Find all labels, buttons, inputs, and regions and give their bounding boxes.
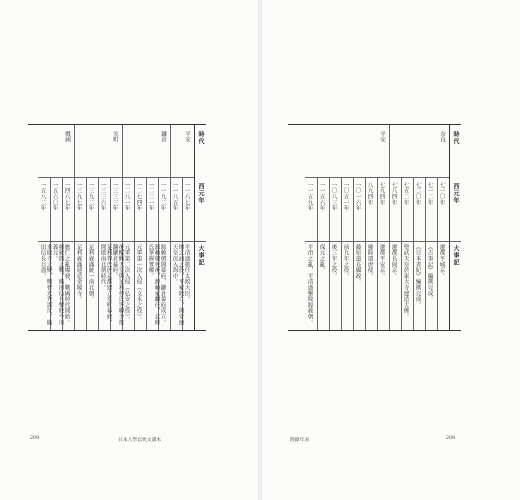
row-divider	[341, 177, 342, 330]
event-cell: 壇之浦之役，平家敗亡，與安德天皇沉入海中。	[171, 244, 184, 326]
period-name: 戰國	[64, 131, 70, 143]
row-divider	[425, 177, 426, 330]
row-divider	[86, 177, 87, 330]
event-cell: 足利尊氏於京都建立室町幕府，開啟南北朝時代。	[99, 244, 112, 326]
row-divider	[134, 177, 135, 330]
year-cell: 七九四年	[378, 182, 385, 206]
period-name: 奈良	[439, 131, 445, 143]
header-year: 西元年	[197, 183, 204, 205]
table-divider	[194, 125, 195, 330]
page-number-left: 209	[30, 436, 40, 441]
header-period: 時代	[452, 131, 459, 146]
header-period: 時代	[197, 131, 204, 146]
event-cell: 元軍第二次入侵（弘安之役）。	[123, 244, 130, 323]
row-divider	[437, 177, 438, 330]
row-divider	[377, 177, 378, 330]
year-cell: 一二二一年	[147, 182, 154, 211]
event-cell: 遷都平安京。	[378, 244, 385, 279]
year-cell: 一〇五一年	[342, 182, 349, 211]
event-cell: 應仁之亂爆發，戰國時代開始。	[63, 244, 70, 326]
timeline-table-right	[288, 124, 461, 331]
year-cell: 一一六七年	[183, 182, 190, 211]
period-name: 鎌倉	[160, 131, 166, 143]
event-cell: 遷都長岡京。	[390, 244, 397, 279]
header-year: 西元年	[452, 183, 459, 205]
event-cell: 桶狹間之戰，織田信長擊敗今川義元。	[51, 244, 64, 326]
row-divider	[146, 177, 147, 330]
period-name: 平安	[184, 131, 190, 143]
year-cell: 一五六〇年	[51, 182, 58, 211]
year-cell: 一四六七年	[63, 182, 70, 211]
event-cell: 源賴朝死後，源賴家繼任，北條氏掌握實權。	[147, 244, 160, 326]
table-divider	[449, 125, 450, 330]
year-cell: 一二七四年	[135, 182, 142, 211]
event-cell: 藤原道長攝政。	[354, 244, 361, 285]
event-cell: 遷都平城京。	[438, 244, 445, 279]
year-cell: 一三三六年	[99, 182, 106, 211]
event-cell: 後醍醐天皇與足利尊氏等聯手推翻鎌倉幕府。	[111, 244, 124, 326]
event-cell: 保元之亂。	[318, 244, 325, 273]
header-event: 大事記	[197, 245, 204, 267]
event-cell: 本能寺之變，明智光秀謀反，織田信長自盡。	[39, 244, 52, 326]
period-divider	[74, 125, 75, 330]
year-cell: 一〇八三年	[330, 182, 337, 211]
year-cell: 七一二年	[426, 182, 433, 206]
year-cell: 一一五九年	[306, 182, 313, 211]
event-cell: 廢除遣唐使。	[366, 244, 373, 279]
running-title-right: 附錄年表	[290, 438, 310, 443]
row-divider	[413, 177, 414, 330]
running-title-left: 日本人學以致文讀本	[118, 438, 162, 443]
header-event: 大事記	[452, 245, 459, 267]
period-name: 室町	[112, 131, 118, 143]
row-divider	[401, 177, 402, 330]
year-cell: 一〇一六年	[354, 182, 361, 211]
row-divider	[329, 177, 330, 330]
row-divider	[317, 177, 318, 330]
year-cell: 一三九七年	[75, 182, 82, 211]
row-divider	[365, 177, 366, 330]
year-cell: 一一九二年	[159, 182, 166, 211]
event-cell: 《日本書紀》編撰完成。	[414, 244, 421, 308]
event-cell: 源賴朝開幕府，鎌倉幕府成立。	[159, 244, 166, 326]
year-cell: 七一〇年	[438, 182, 445, 206]
event-cell: 足利義滿統一南北朝。	[87, 244, 94, 302]
year-cell: 一一五六年	[318, 182, 325, 211]
year-cell: 七二〇年	[414, 182, 421, 206]
row-divider	[98, 177, 99, 330]
event-cell: 《古事記》編撰完成。	[426, 244, 433, 302]
event-cell: 足利義滿建造金閣寺。	[75, 244, 82, 302]
event-cell: 元軍第一次入侵（文永之役）。	[135, 244, 142, 323]
year-cell: 七八四年	[390, 182, 397, 206]
page-number-right: 208	[446, 436, 456, 441]
row-divider	[353, 177, 354, 330]
year-cell: 一三三三年	[111, 182, 118, 211]
year-cell: 七五二年	[402, 182, 409, 206]
event-cell: 前九年之役。	[342, 244, 349, 279]
year-cell: 一二八一年	[123, 182, 130, 211]
event-cell: 聖武天皇於東大寺建造大佛。	[402, 244, 409, 320]
year-cell: 一一八五年	[171, 182, 178, 211]
event-cell: 後三年之役。	[330, 244, 337, 279]
year-cell: 一五八二年	[39, 182, 46, 211]
period-divider	[389, 125, 390, 330]
event-cell: 平清盛擔任太政大臣。	[183, 244, 190, 302]
timeline-table-left	[28, 124, 206, 331]
period-divider	[170, 125, 171, 330]
year-cell: 八九四年	[366, 182, 373, 206]
period-name: 平安	[379, 131, 385, 143]
event-cell: 平治之亂，平清盛擊敗源義朝。	[306, 244, 313, 326]
year-cell: 一三九二年	[87, 182, 94, 211]
